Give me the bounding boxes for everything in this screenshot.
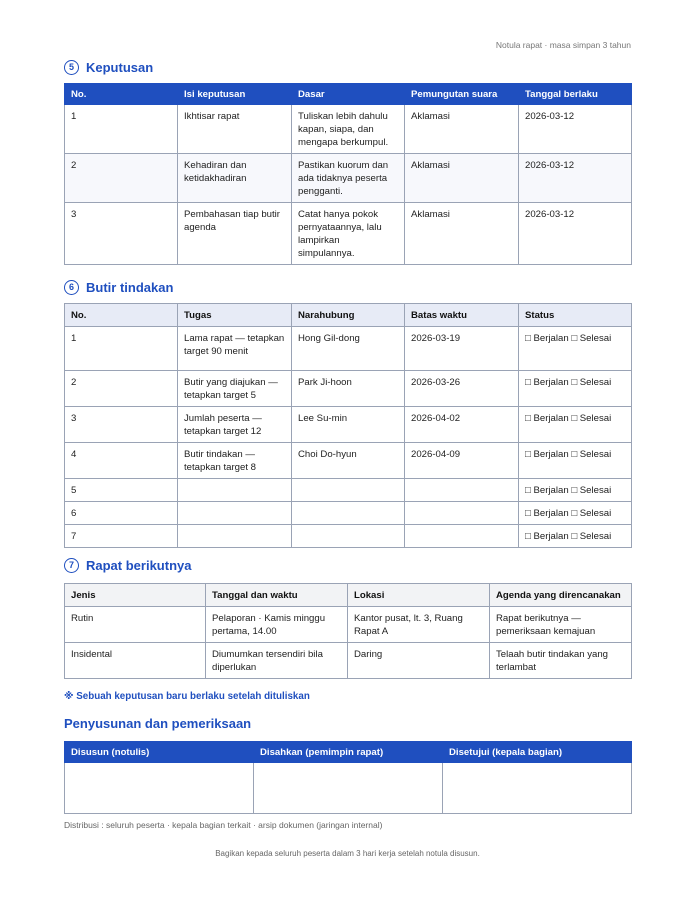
- column-header: Tanggal dan waktu: [206, 584, 348, 607]
- table-cell: [405, 502, 519, 525]
- signoff-title: Penyusunan dan pemeriksaan: [64, 716, 252, 731]
- table-cell: Kantor pusat, lt. 3, Ruang Rapat A: [348, 607, 490, 643]
- table-cell: 4: [65, 443, 178, 479]
- table-cell: [292, 525, 405, 548]
- table-cell: 2026-03-19: [405, 327, 519, 371]
- table-row: [65, 607, 632, 643]
- table-header-row: [65, 742, 632, 763]
- table-cell: Jumlah peserta — tetapkan target 12: [178, 407, 292, 443]
- table-cell: Daring: [348, 643, 490, 679]
- table-cell: [178, 502, 292, 525]
- column-header: Disahkan (pemimpin rapat): [254, 742, 443, 763]
- table-cell: 1: [65, 105, 178, 154]
- section-title-next-meeting: [64, 558, 191, 573]
- column-header: No.: [65, 84, 178, 105]
- section-number: 7: [64, 558, 79, 573]
- decision-note: ※ Sebuah keputusan baru berlaku setelah dituliskan: [64, 691, 310, 702]
- status-cell[interactable]: □ Berjalan □ Selesai: [519, 407, 632, 443]
- status-cell[interactable]: □ Berjalan □ Selesai: [519, 371, 632, 407]
- footer-note: Bagikan kepada seluruh peserta dalam 3 hari kerja setelah notula disusun.: [215, 849, 480, 858]
- table-row: [65, 371, 632, 407]
- actions-table: [64, 303, 632, 548]
- table-cell: Kehadiran dan ketidakhadiran: [178, 154, 292, 203]
- table-cell: Tuliskan lebih dahulu kapan, siapa, dan mengapa berkumpul.: [292, 105, 405, 154]
- table-cell: Lee Su-min: [292, 407, 405, 443]
- section-title-text: Keputusan: [86, 60, 154, 75]
- column-header: Status: [519, 304, 632, 327]
- table-header-row: [65, 304, 632, 327]
- table-cell: [405, 525, 519, 548]
- table-cell: Insidental: [65, 643, 206, 679]
- signature-box-author[interactable]: [65, 763, 254, 814]
- status-cell[interactable]: □ Berjalan □ Selesai: [519, 443, 632, 479]
- column-header: Dasar: [292, 84, 405, 105]
- next-meeting-table: [64, 583, 632, 679]
- table-cell: Ikhtisar rapat: [178, 105, 292, 154]
- table-cell: Aklamasi: [405, 154, 519, 203]
- section-title-text: Rapat berikutnya: [86, 558, 192, 573]
- table-cell: [405, 479, 519, 502]
- retention-note: Notula rapat · masa simpan 3 tahun: [495, 40, 631, 50]
- table-cell: 1: [65, 327, 178, 371]
- column-header: Tanggal berlaku: [519, 84, 632, 105]
- table-row: [65, 643, 632, 679]
- column-header: Lokasi: [348, 584, 490, 607]
- column-header: Jenis: [65, 584, 206, 607]
- table-cell: Pembahasan tiap butir agenda: [178, 203, 292, 265]
- table-cell: [178, 525, 292, 548]
- table-cell: Lama rapat — tetapkan target 90 menit: [178, 327, 292, 371]
- table-row: [65, 502, 632, 525]
- table-cell: 2: [65, 154, 178, 203]
- table-cell: 2026-03-26: [405, 371, 519, 407]
- column-header: Disetujui (kepala bagian): [443, 742, 632, 763]
- column-header: Agenda yang direncanakan: [490, 584, 632, 607]
- signature-box-chair[interactable]: [254, 763, 443, 814]
- status-cell[interactable]: □ Berjalan □ Selesai: [519, 479, 632, 502]
- table-cell: Aklamasi: [405, 203, 519, 265]
- table-cell: Rapat berikutnya — pemeriksaan kemajuan: [490, 607, 632, 643]
- column-header: Tugas: [178, 304, 292, 327]
- table-cell: Telaah butir tindakan yang terlambat: [490, 643, 632, 679]
- table-cell: Pelaporan · Kamis minggu pertama, 14.00: [206, 607, 348, 643]
- column-header: Batas waktu: [405, 304, 519, 327]
- table-cell: [292, 479, 405, 502]
- column-header: Narahubung: [292, 304, 405, 327]
- table-cell: 2026-04-09: [405, 443, 519, 479]
- table-cell: 3: [65, 203, 178, 265]
- table-row: [65, 407, 632, 443]
- table-cell: Butir yang diajukan — tetapkan target 5: [178, 371, 292, 407]
- table-row: [65, 327, 632, 371]
- signoff-table: [64, 741, 632, 814]
- table-header-row: [65, 584, 632, 607]
- table-cell: 6: [65, 502, 178, 525]
- table-cell: [178, 479, 292, 502]
- status-cell[interactable]: □ Berjalan □ Selesai: [519, 502, 632, 525]
- column-header: Disusun (notulis): [65, 742, 254, 763]
- column-header: Isi keputusan: [178, 84, 292, 105]
- signature-box-head[interactable]: [443, 763, 632, 814]
- table-cell: 3: [65, 407, 178, 443]
- section-title-actions: [64, 280, 173, 295]
- table-cell: Choi Do-hyun: [292, 443, 405, 479]
- section-title-text: Butir tindakan: [86, 280, 174, 295]
- table-cell: Park Ji-hoon: [292, 371, 405, 407]
- table-cell: Aklamasi: [405, 105, 519, 154]
- table-cell: 2026-04-02: [405, 407, 519, 443]
- section-title-decisions: [64, 60, 153, 75]
- table-cell: Diumumkan tersendiri bila diperlukan: [206, 643, 348, 679]
- table-row: [65, 203, 632, 265]
- table-row: [65, 443, 632, 479]
- table-cell: Butir tindakan — tetapkan target 8: [178, 443, 292, 479]
- table-cell: 2026-03-12: [519, 203, 632, 265]
- table-cell: Pastikan kuorum dan ada tidaknya peserta pengganti.: [292, 154, 405, 203]
- distribution-line: Distribusi : seluruh peserta · kepala bagian terkait · arsip dokumen (jaringan internal): [64, 820, 383, 830]
- table-header-row: [65, 84, 632, 105]
- section-number: 6: [64, 280, 79, 295]
- decisions-table: [64, 83, 632, 265]
- table-row: [65, 525, 632, 548]
- table-cell: 2026-03-12: [519, 154, 632, 203]
- status-cell[interactable]: □ Berjalan □ Selesai: [519, 525, 632, 548]
- table-row: [65, 105, 632, 154]
- table-cell: 2: [65, 371, 178, 407]
- column-header: Pemungutan suara: [405, 84, 519, 105]
- table-cell: Hong Gil-dong: [292, 327, 405, 371]
- table-cell: 5: [65, 479, 178, 502]
- table-cell: 2026-03-12: [519, 105, 632, 154]
- table-row: [65, 479, 632, 502]
- column-header: No.: [65, 304, 178, 327]
- table-cell: Rutin: [65, 607, 206, 643]
- section-number: 5: [64, 60, 79, 75]
- signature-row: [65, 763, 632, 814]
- table-cell: Catat hanya pokok pernyataannya, lalu lampirkan simpulannya.: [292, 203, 405, 265]
- table-cell: [292, 502, 405, 525]
- table-row: [65, 154, 632, 203]
- status-cell[interactable]: □ Berjalan □ Selesai: [519, 327, 632, 371]
- table-cell: 7: [65, 525, 178, 548]
